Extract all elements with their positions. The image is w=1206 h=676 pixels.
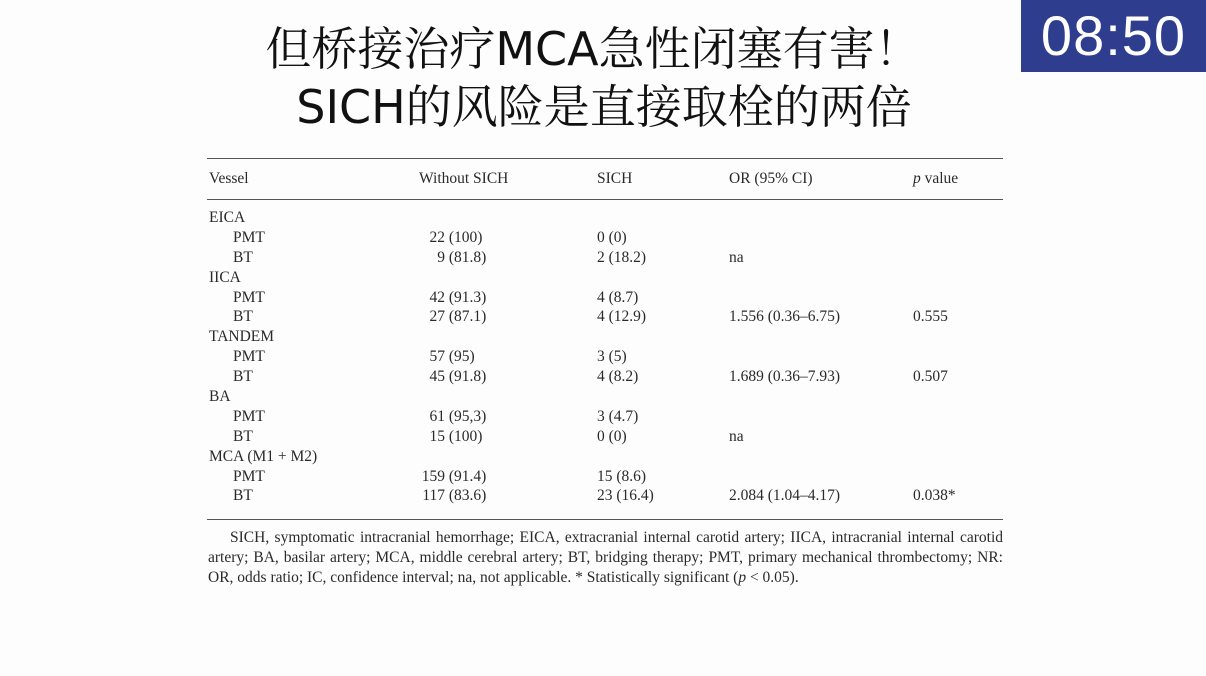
table-group-row [207,269,1003,289]
without-sich-count: 42 [429,288,445,306]
without-sich-percent: (100) [448,228,483,246]
therapy-cell: BT [233,248,253,266]
sich-cell: 4 (8.7) [597,288,639,306]
sich-cell: 23 (16.4) [597,487,654,505]
vessel-label: EICA [209,209,246,226]
therapy-cell: PMT [233,348,265,366]
without-sich-count: 57 [429,348,445,366]
vessel-label: BA [209,388,231,406]
therapy-cell: BT [233,308,253,326]
without-sich-cell [419,428,482,446]
without-sich-cell [419,408,486,426]
table-row [207,249,1003,269]
therapy-cell: PMT [233,228,265,246]
title-line-2: SICH的风险是直接取栓的两倍 [296,80,912,134]
table-body [207,200,1003,519]
table-row [207,368,1003,388]
without-sich-count: 27 [429,308,445,326]
without-sich-cell [419,308,486,326]
table-row [207,468,1003,488]
p-value-cell: 0.507 [913,368,948,386]
table-group-row [207,388,1003,408]
table-row [207,229,1003,249]
without-sich-count: 22 [429,228,445,246]
table-bottom-rule [207,519,1003,520]
table-row [207,308,1003,328]
without-sich-count: 9 [437,248,445,266]
without-sich-percent: (81.8) [448,248,487,266]
therapy-cell: BT [233,368,253,386]
table-row [207,408,1003,428]
table-group-row [207,209,1003,229]
header-vessel: Vessel [209,170,249,187]
without-sich-percent: (83.6) [448,487,487,505]
sich-cell: 4 (12.9) [597,308,647,326]
table-group-row [207,448,1003,468]
results-table [207,158,1003,520]
odds-ratio-cell: 1.689 (0.36–7.93) [729,368,841,386]
table-row [207,428,1003,448]
without-sich-count: 45 [429,368,445,386]
title-line-1: 但桥接治疗MCA急性闭塞有害！ [265,22,921,76]
odds-ratio-cell: 2.084 (1.04–4.17) [729,487,841,505]
sich-cell: 4 (8.2) [597,368,639,386]
table-row [207,289,1003,309]
header-without-sich: Without SICH [419,170,509,187]
sich-cell: 2 (18.2) [597,248,647,266]
without-sich-percent: (87.1) [448,308,487,326]
without-sich-cell [419,348,475,366]
without-sich-cell [419,289,486,307]
therapy-cell: BT [233,487,253,505]
table-header-row [207,159,1003,199]
header-sich: SICH [597,170,633,187]
without-sich-count: 117 [422,487,445,505]
odds-ratio-cell: na [729,427,744,445]
footnote-main: SICH, symptomatic intracranial hemorrhage; EICA, extracranial internal carotid artery; IICA, intracranial internal carotid artery; BA, basilar artery; MCA, middle cerebral artery; BT, bridging therapy; PMT, primary mechanical thrombectomy; NR: OR, odds ratio; IC, confidence interval; na, not applicable. * Statistically significant ( [208,529,1003,586]
without-sich-count: 159 [421,467,445,485]
therapy-cell: BT [233,427,253,445]
header-p-value [913,170,958,188]
sich-cell: 3 (4.7) [597,407,639,425]
without-sich-cell [419,487,486,505]
table-row [207,348,1003,368]
odds-ratio-cell: na [729,248,744,266]
without-sich-percent: (95) [448,348,475,366]
vessel-label: IICA [209,268,241,286]
without-sich-count: 15 [429,427,445,445]
therapy-cell: PMT [233,467,265,485]
without-sich-cell [419,468,486,486]
odds-ratio-cell: 1.556 (0.36–6.75) [729,308,841,326]
header-odds-ratio: OR (95% CI) [729,170,813,187]
table-footnote [208,528,1003,588]
vessel-label: TANDEM [209,328,275,346]
header-p-rest: value [920,170,959,187]
table-group-row [207,328,1003,348]
without-sich-percent: (95,3) [448,407,487,425]
sich-cell: 0 (0) [597,228,627,246]
therapy-cell: PMT [233,407,265,425]
footnote-end: < 0.05). [746,569,799,586]
without-sich-cell [419,249,486,267]
without-sich-percent: (91.3) [448,288,487,306]
therapy-cell: PMT [233,288,265,306]
without-sich-percent: (100) [448,427,483,445]
without-sich-percent: (91.4) [448,467,487,485]
p-value-cell: 0.038* [913,487,956,505]
footnote-p-italic: p [738,569,747,586]
sich-cell: 0 (0) [597,427,627,445]
table-row [207,487,1003,507]
countdown-timer: 08:50 [1021,0,1206,72]
without-sich-cell [419,368,486,386]
sich-cell: 3 (5) [597,348,627,366]
without-sich-count: 61 [429,407,445,425]
p-value-cell: 0.555 [913,308,948,326]
without-sich-cell [419,229,482,247]
sich-cell: 15 (8.6) [597,467,647,485]
without-sich-percent: (91.8) [448,368,487,386]
vessel-label: MCA (M1 + M2) [209,447,318,465]
header-p-italic: p [913,170,921,187]
